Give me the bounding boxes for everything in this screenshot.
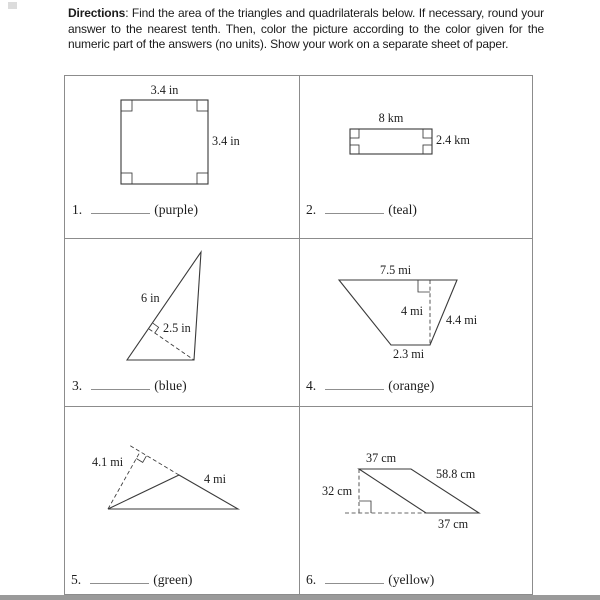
right-angle-mark [153,323,159,333]
answer-blank [91,201,150,214]
answer-row-3 [72,377,187,394]
dim-label-top: 7.5 mi [380,263,412,277]
problem-cell-5 [65,407,299,594]
right-angle-mark [197,100,208,111]
answer-row-1 [72,201,198,218]
dim-label-side: 4 mi [204,472,227,486]
problems-grid [64,75,533,595]
dim-label-bottom: 37 cm [438,517,469,531]
problem-cell-1 [65,76,299,238]
answer-blank [325,377,384,390]
triangle-figure [65,407,299,594]
color-label: (purple) [154,202,198,217]
dim-label-side: 6 in [141,291,160,305]
problem-number: 3. [72,378,83,393]
dim-label-altitude: 2.5 in [163,321,191,335]
page-bottom-edge [0,595,600,600]
right-angle-mark [423,145,432,154]
dim-label-right: 2.4 km [436,133,470,147]
right-angle-mark [423,129,432,138]
directions-paragraph [68,6,544,53]
problem-cell-3 [65,239,299,406]
parallelogram-figure [300,407,532,594]
right-angle-mark [121,173,132,184]
right-angle-mark [121,100,132,111]
dim-label-top: 37 cm [366,451,397,465]
right-angle-mark [350,145,359,154]
problem-number: 6. [306,572,317,587]
problem-cell-2 [300,76,532,238]
dim-label-altitude: 4.1 mi [92,455,124,469]
right-angle-mark [359,501,371,513]
problem-number: 4. [306,378,317,393]
problem-number: 2. [306,202,317,217]
answer-row-6 [306,571,434,588]
color-label: (teal) [388,202,417,217]
problem-number: 1. [72,202,83,217]
directions-label: Directions [68,6,126,20]
triangle-outline [127,252,201,360]
problem-cell-6 [300,407,532,594]
right-angle-mark [136,456,146,463]
color-label: (yellow) [388,572,435,587]
color-label: (blue) [154,378,187,393]
dim-label-right: 3.4 in [212,134,240,148]
dim-label-height: 4 mi [401,304,424,318]
dim-label-top: 8 km [378,111,404,125]
dim-label-top: 3.4 in [150,83,179,97]
answer-blank [325,201,384,214]
dim-label-slant: 58.8 cm [436,467,476,481]
right-angle-mark [350,129,359,138]
side-extension-dashed-line [129,445,179,475]
square-outline [121,100,208,184]
directions-text: : Find the area of the triangles and quadrilaterals below. If necessary, round your answer to the nearest tenth. Then, color the picture according to the color given for the numeric part of the answers (no units). Show your work on a separate sheet of paper. [68,6,544,52]
answer-row-5 [71,571,192,588]
scan-artifact [8,2,17,9]
answer-row-2 [306,201,417,218]
answer-blank [325,571,384,584]
color-label: (orange) [388,378,435,393]
rectangle-outline [350,129,432,154]
problem-number: 5. [71,572,82,587]
dim-label-bottom: 2.3 mi [393,347,425,361]
answer-row-4 [306,377,434,394]
right-angle-mark [418,280,430,292]
answer-blank [91,377,150,390]
dim-label-height: 32 cm [322,484,353,498]
problem-cell-4 [300,239,532,406]
color-label: (green) [153,572,193,587]
answer-blank [90,571,149,584]
right-angle-mark [197,173,208,184]
dim-label-right: 4.4 mi [446,313,478,327]
trapezoid-outline [339,280,457,345]
